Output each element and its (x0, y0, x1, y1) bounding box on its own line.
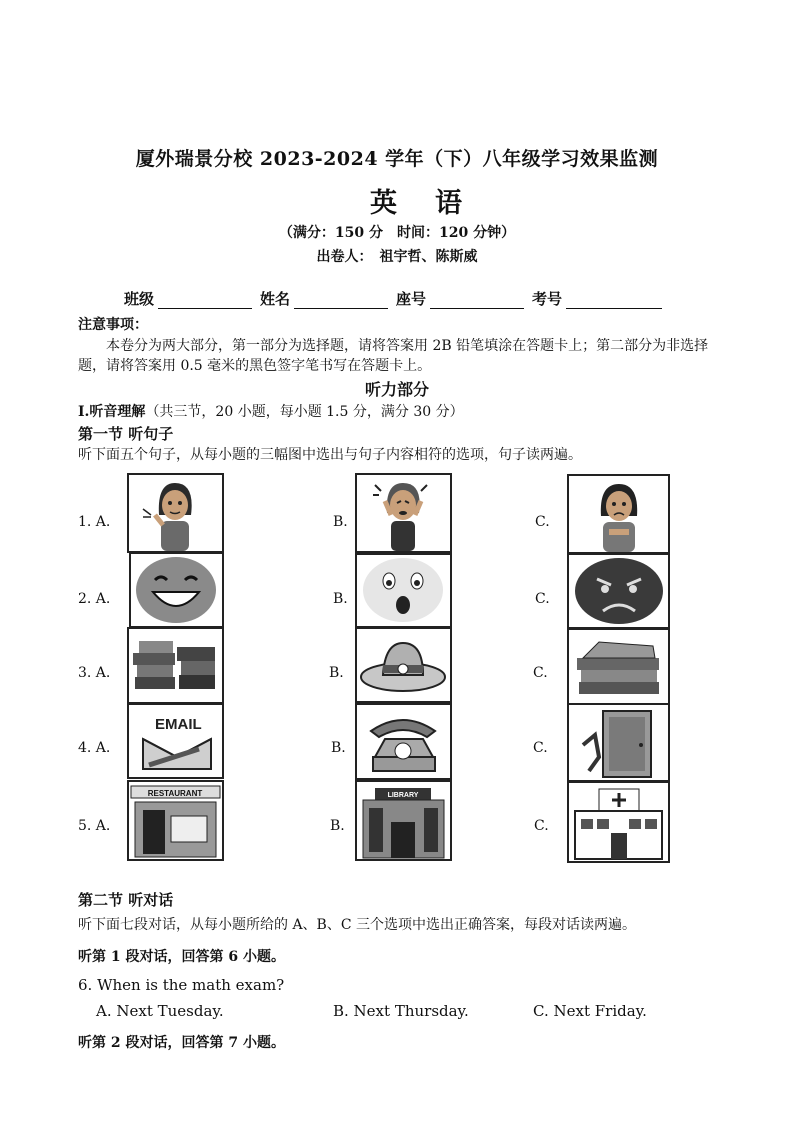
hospital-icon[interactable] (567, 781, 670, 863)
section-two-instruction: 听下面七段对话，从每小题所给的 A、B、C 三个选项中选出正确答案，每段对话读两遍。 (78, 917, 637, 933)
library-icon[interactable] (355, 780, 452, 861)
laughing-face-icon[interactable] (129, 552, 224, 628)
q3-label: 3. A. (78, 665, 111, 681)
library-sign: LIBRARY (387, 792, 419, 799)
notes-heading: 注意事项： (78, 317, 148, 333)
restaurant-icon[interactable] (127, 780, 224, 861)
q2-b-label: B. (333, 591, 348, 607)
name-label: 姓名 (260, 290, 291, 308)
q2-c-label: C. (535, 591, 550, 607)
question-6: 6. When is the math exam? (78, 976, 285, 994)
q4-label: 4. A. (78, 740, 111, 756)
restaurant-sign: RESTAURANT (147, 789, 203, 798)
exam-no-label: 考号 (532, 290, 563, 308)
email-text: EMAIL (155, 716, 202, 733)
hat-icon[interactable] (355, 627, 452, 703)
exam-no-blank[interactable] (566, 294, 662, 309)
books-stack-icon[interactable] (127, 627, 224, 704)
section-two-title: 第二节 听对话 (78, 891, 174, 909)
q1-b-label: B. (333, 514, 348, 530)
q1-label: 1. A. (78, 514, 111, 530)
q3-c-label: C. (533, 665, 548, 681)
girl-worried-icon[interactable] (567, 474, 670, 554)
section-one-title: 第一节 听句子 (78, 425, 174, 443)
girl-headache-icon[interactable] (355, 473, 452, 553)
seat-label: 座号 (396, 290, 427, 308)
part-one-info: （共三节，20 小题，每小题 1.5 分，满分 30 分） (145, 404, 464, 420)
listen-dialogue-2: 听第 2 段对话，回答第 7 小题。 (78, 1035, 285, 1051)
q5-c-label: C. (534, 818, 549, 834)
q5-b-label: B. (330, 818, 345, 834)
q2-label: 2. A. (78, 591, 111, 607)
section-one-instruction: 听下面五个句子，从每小题的三幅图中选出与句子内容相符的选项，句子读两遍。 (78, 447, 582, 463)
class-label: 班级 (124, 290, 155, 308)
surprised-face-icon[interactable] (355, 553, 452, 628)
email-icon[interactable] (127, 703, 224, 779)
q5-label: 5. A. (78, 818, 111, 834)
part-one-heading (78, 401, 464, 421)
q6-option-a[interactable]: A. Next Tuesday. (96, 1002, 224, 1020)
exam-title: 厦外瑞景分校 2023-2024 学年（下）八年级学习效果监测 (135, 148, 659, 170)
girl-pointing-icon[interactable] (127, 473, 224, 553)
q3-b-label: B. (329, 665, 344, 681)
class-blank[interactable] (158, 294, 252, 309)
notes-text: 本卷分为两大部分，第一部分为选择题，请将答案用 2B 铅笔填涂在答题卡上；第二部分为非选择题，请将答案用 0.5 毫米的黑色签字笔书写在答题卡上。 (78, 338, 709, 374)
exam-meta: （满分：150 分 时间：120 分钟） (278, 225, 516, 241)
door-icon[interactable] (567, 703, 670, 782)
listen-dialogue-1: 听第 1 段对话，回答第 6 小题。 (78, 949, 285, 965)
seat-blank[interactable] (430, 294, 524, 309)
exam-authors: 出卷人： 祖宇哲、陈斯威 (316, 249, 478, 265)
q6-option-b[interactable]: B. Next Thursday. (333, 1002, 469, 1020)
part-one-title: I.听音理解 (78, 404, 146, 420)
clothes-pile-icon[interactable] (567, 628, 670, 705)
q4-c-label: C. (533, 740, 548, 756)
angry-face-icon[interactable] (567, 553, 670, 629)
subject-title: 英语 (370, 188, 500, 219)
q6-option-c[interactable]: C. Next Friday. (533, 1002, 647, 1020)
name-blank[interactable] (294, 294, 388, 309)
listening-section-title: 听力部分 (364, 380, 429, 399)
telephone-icon[interactable] (355, 703, 452, 780)
q1-c-label: C. (535, 514, 550, 530)
student-info-fields (124, 288, 670, 309)
q4-b-label: B. (331, 740, 346, 756)
